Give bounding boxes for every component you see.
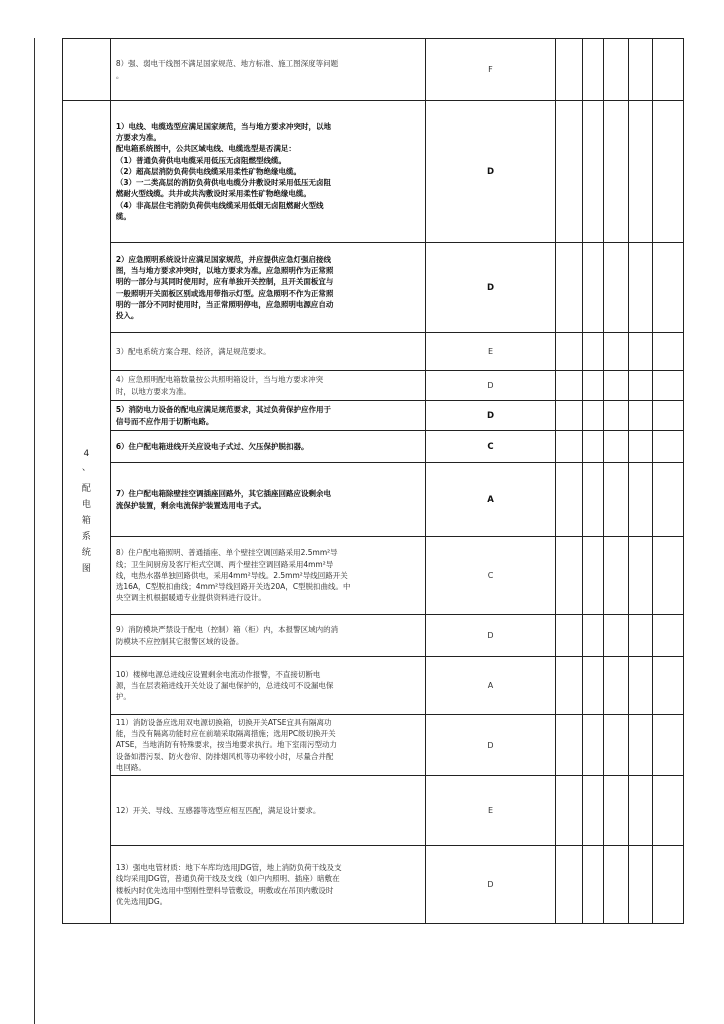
requirement-text-line: 时，以地方要求为准。 bbox=[115, 386, 191, 396]
requirement-text bbox=[110, 431, 425, 463]
requirement-text-line: 1）电线、电缆选型应满足国家规范，当与地方要求冲突时，以地 bbox=[115, 122, 332, 132]
requirement-text bbox=[110, 39, 425, 101]
requirement-text-line: 楼板内时优先选用中型刚性塑料导管敷设，明敷或在吊顶内敷设时 bbox=[115, 885, 334, 895]
requirement-text-line: 8）住户配电箱照明、普通插座、单个壁挂空调回路采用2.5mm²导 bbox=[115, 548, 338, 558]
requirement-text-line: 线；卫生间厨房及客厅柜式空调、两个壁挂空调回路采用4mm²导 bbox=[115, 559, 334, 569]
requirement-text-line: 。 bbox=[115, 70, 124, 80]
check-cell-1 bbox=[556, 846, 583, 924]
requirement-text-line: （4）非高层住宅消防负荷供电线缆采用低烟无卤阻燃耐火型线 bbox=[115, 200, 324, 210]
requirement-text bbox=[110, 715, 425, 776]
check-cell-3 bbox=[604, 371, 628, 401]
check-cell-3 bbox=[604, 463, 628, 537]
requirement-text-line: 流保护装置，剩余电流保护装置选用电子式。 bbox=[115, 500, 266, 510]
checklist-body bbox=[63, 39, 684, 924]
requirement-text bbox=[110, 463, 425, 537]
check-cell-2 bbox=[582, 776, 603, 846]
requirement-text-line: 线，电热水器单独回路供电，采用4mm²导线。2.5mm²导线回路开关 bbox=[115, 570, 348, 580]
check-cell-3 bbox=[604, 39, 628, 101]
check-cell-4 bbox=[628, 101, 652, 243]
requirement-text-line: 8）强、弱电干线图不满足国家规范、地方标准、施工图深度等问题 bbox=[115, 59, 339, 69]
severity-grade: A bbox=[425, 463, 556, 537]
remark-cell bbox=[653, 715, 684, 776]
requirement-text-line: 电回路。 bbox=[115, 762, 146, 772]
severity-grade: F bbox=[425, 39, 556, 101]
requirement-text-line: 方要求为准。 bbox=[115, 133, 161, 143]
checklist-row bbox=[63, 463, 684, 537]
requirement-text-line: 线均采用JDG管，普通负荷干线及支线（如户内照明、插座）暗敷在 bbox=[115, 874, 340, 884]
requirement-text-line: ATSE，当地消防有特殊要求，按当地要求执行。地下室雨污型动力 bbox=[115, 740, 337, 750]
requirement-text bbox=[110, 615, 425, 657]
section-number: 4 、 bbox=[81, 449, 91, 473]
page-border-line bbox=[34, 38, 35, 1024]
requirement-text bbox=[110, 101, 425, 243]
checklist-row bbox=[63, 39, 684, 101]
requirement-text-line: （1）普通负荷供电电缆采用低压无卤阻燃型线缆。 bbox=[115, 155, 287, 165]
severity-grade: C bbox=[425, 537, 556, 615]
requirement-text-line: 明的一部分与其同时使用时，应有单独开关控制，且开关面板宜与 bbox=[115, 277, 334, 287]
check-cell-3 bbox=[604, 243, 628, 333]
check-cell-2 bbox=[582, 537, 603, 615]
requirement-text-line: 源，当在层表箱进线开关处设了漏电保护的，总进线可不设漏电保 bbox=[115, 680, 334, 690]
severity-grade: D bbox=[425, 846, 556, 924]
requirement-text-line: 投入。 bbox=[115, 310, 139, 320]
check-cell-2 bbox=[582, 39, 603, 101]
remark-cell bbox=[653, 657, 684, 715]
check-cell-4 bbox=[628, 463, 652, 537]
requirement-text-line: 缆。 bbox=[115, 211, 131, 221]
check-cell-4 bbox=[628, 243, 652, 333]
check-cell-2 bbox=[582, 615, 603, 657]
requirement-text bbox=[110, 401, 425, 431]
checklist-row bbox=[63, 657, 684, 715]
check-cell-1 bbox=[556, 615, 583, 657]
check-cell-1 bbox=[556, 371, 583, 401]
severity-grade: D bbox=[425, 615, 556, 657]
requirement-text bbox=[110, 333, 425, 371]
requirement-text-line: 4）应急照明配电箱数量按公共照明箱设计，当与地方要求冲突 bbox=[115, 375, 324, 385]
requirement-text-line: 6）住户配电箱进线开关应设电子式过、欠压保护脱扣器。 bbox=[115, 441, 309, 451]
remark-cell bbox=[653, 333, 684, 371]
section-cell-previous bbox=[63, 39, 111, 101]
requirement-text bbox=[110, 371, 425, 401]
requirement-text-line: 7）住户配电箱除壁挂空调插座回路外，其它插座回路应设剩余电 bbox=[115, 489, 332, 499]
checklist-row bbox=[63, 243, 684, 333]
check-cell-4 bbox=[628, 846, 652, 924]
check-cell-3 bbox=[604, 431, 628, 463]
requirement-text bbox=[110, 243, 425, 333]
requirement-text-line: 设备如潜污泵、防火卷帘、防排烟风机等功率较小时，尽量合并配 bbox=[115, 751, 334, 761]
checklist-row bbox=[63, 615, 684, 657]
checklist-row bbox=[63, 101, 684, 243]
requirement-text-line: 9）消防模块严禁设于配电（控制）箱（柜）内，本报警区域内的消 bbox=[115, 625, 339, 635]
requirement-text-line: 明的一部分不同时使用时，当正常照明停电，应急照明电源应自动 bbox=[115, 299, 334, 309]
check-cell-3 bbox=[604, 101, 628, 243]
requirement-text-line: 12）开关、导线、互感器等选型应相互匹配，满足设计要求。 bbox=[115, 805, 321, 815]
check-cell-1 bbox=[556, 101, 583, 243]
requirement-text bbox=[110, 537, 425, 615]
requirement-text-line: 护。 bbox=[115, 692, 131, 702]
check-cell-4 bbox=[628, 615, 652, 657]
severity-grade: D bbox=[425, 401, 556, 431]
check-cell-1 bbox=[556, 39, 583, 101]
severity-grade: C bbox=[425, 431, 556, 463]
severity-grade: D bbox=[425, 371, 556, 401]
requirement-text-line: 3）配电系统方案合理、经济，满足规范要求。 bbox=[115, 346, 271, 356]
requirement-text-line: 优先选用JDG。 bbox=[115, 896, 168, 906]
remark-cell bbox=[653, 243, 684, 333]
severity-grade: E bbox=[425, 776, 556, 846]
remark-cell bbox=[653, 401, 684, 431]
checklist-row bbox=[63, 333, 684, 371]
requirement-text-line: 一般照明开关面板区别或选用带指示灯型。应急照明不作为正常照 bbox=[115, 288, 334, 298]
severity-grade: A bbox=[425, 657, 556, 715]
check-cell-2 bbox=[582, 401, 603, 431]
check-cell-1 bbox=[556, 431, 583, 463]
check-cell-2 bbox=[582, 715, 603, 776]
check-cell-1 bbox=[556, 401, 583, 431]
check-cell-4 bbox=[628, 401, 652, 431]
check-cell-2 bbox=[582, 371, 603, 401]
check-cell-4 bbox=[628, 657, 652, 715]
requirement-text-line: 图，当与地方要求冲突时，以地方要求为准。应急照明作为正常照 bbox=[115, 266, 334, 276]
requirement-text-line: 防模块不应控制其它报警区域的设备。 bbox=[115, 636, 244, 646]
check-cell-3 bbox=[604, 333, 628, 371]
remark-cell bbox=[653, 101, 684, 243]
check-cell-3 bbox=[604, 537, 628, 615]
checklist-row bbox=[63, 401, 684, 431]
check-cell-4 bbox=[628, 39, 652, 101]
requirement-text-line: 信号而不应作用于切断电路。 bbox=[115, 416, 214, 426]
check-cell-2 bbox=[582, 101, 603, 243]
severity-grade: D bbox=[425, 715, 556, 776]
remark-cell bbox=[653, 463, 684, 537]
remark-cell bbox=[653, 431, 684, 463]
check-cell-2 bbox=[582, 431, 603, 463]
severity-grade: D bbox=[425, 101, 556, 243]
check-cell-2 bbox=[582, 243, 603, 333]
requirement-text-line: 5）消防电力设备的配电应满足规范要求，其过负荷保护应作用于 bbox=[115, 405, 332, 415]
requirement-text bbox=[110, 846, 425, 924]
remark-cell bbox=[653, 371, 684, 401]
check-cell-1 bbox=[556, 463, 583, 537]
checklist-row bbox=[63, 776, 684, 846]
check-cell-3 bbox=[604, 846, 628, 924]
remark-cell bbox=[653, 846, 684, 924]
check-cell-3 bbox=[604, 776, 628, 846]
check-cell-1 bbox=[556, 333, 583, 371]
requirement-text-line: 11）消防设备应选用双电源切换箱，切换开关ATSE宜具有隔离功 bbox=[115, 718, 332, 727]
remark-cell bbox=[653, 39, 684, 101]
requirement-text-line: 2）应急照明系统设计应满足国家规范，并应提供应急灯强启接线 bbox=[115, 254, 332, 264]
check-cell-3 bbox=[604, 715, 628, 776]
check-cell-2 bbox=[582, 657, 603, 715]
requirement-text-line: （3）一二类高层的消防负荷供电电缆分井敷设时采用低压无卤阻 bbox=[115, 178, 332, 188]
requirement-text-line: 10）楼梯电源总进线应设置剩余电流动作报警，不直接切断电 bbox=[115, 669, 321, 679]
check-cell-1 bbox=[556, 243, 583, 333]
check-cell-1 bbox=[556, 715, 583, 776]
check-cell-4 bbox=[628, 371, 652, 401]
checklist-row bbox=[63, 537, 684, 615]
check-cell-4 bbox=[628, 715, 652, 776]
check-cell-2 bbox=[582, 333, 603, 371]
check-cell-2 bbox=[582, 463, 603, 537]
requirement-text bbox=[110, 657, 425, 715]
requirement-text-line: 能，当没有隔离功能时应在前端采取隔离措施；选用PC级切换开关 bbox=[115, 729, 336, 739]
remark-cell bbox=[653, 615, 684, 657]
remark-cell bbox=[653, 537, 684, 615]
remark-cell bbox=[653, 776, 684, 846]
severity-grade: D bbox=[425, 243, 556, 333]
requirement-text bbox=[110, 776, 425, 846]
checklist-row bbox=[63, 431, 684, 463]
check-cell-4 bbox=[628, 431, 652, 463]
check-cell-1 bbox=[556, 537, 583, 615]
severity-grade: E bbox=[425, 333, 556, 371]
check-cell-3 bbox=[604, 657, 628, 715]
check-cell-4 bbox=[628, 333, 652, 371]
requirement-text-line: 配电箱系统图中，公共区域电线、电缆选型是否满足： bbox=[115, 144, 296, 154]
check-cell-3 bbox=[604, 615, 628, 657]
check-cell-2 bbox=[582, 846, 603, 924]
checklist-row bbox=[63, 371, 684, 401]
check-cell-3 bbox=[604, 401, 628, 431]
requirement-text-line: 选16A，C型脱扣曲线；4mm²导线回路开关选20A，C型脱扣曲线。中 bbox=[115, 582, 351, 592]
check-cell-1 bbox=[556, 776, 583, 846]
checklist-row bbox=[63, 715, 684, 776]
requirement-text-line: 13）强电电管材质：地下车库均选用JDG管，地上消防负荷干线及支 bbox=[115, 863, 342, 873]
section-title: 配电箱系统图 bbox=[81, 484, 91, 574]
requirement-text-line: 央空调主机根据暖通专业提供资料进行设计。 bbox=[115, 593, 266, 603]
section-cell bbox=[63, 101, 111, 924]
check-cell-1 bbox=[556, 657, 583, 715]
review-checklist-table bbox=[62, 38, 684, 924]
checklist-row bbox=[63, 846, 684, 924]
requirement-text-line: 燃耐火型线缆。共井或共沟敷设时采用柔性矿物绝缘电缆。 bbox=[115, 189, 311, 199]
requirement-text-line: （2）超高层消防负荷供电线缆采用柔性矿物绝缘电缆。 bbox=[115, 166, 302, 176]
check-cell-4 bbox=[628, 776, 652, 846]
check-cell-4 bbox=[628, 537, 652, 615]
